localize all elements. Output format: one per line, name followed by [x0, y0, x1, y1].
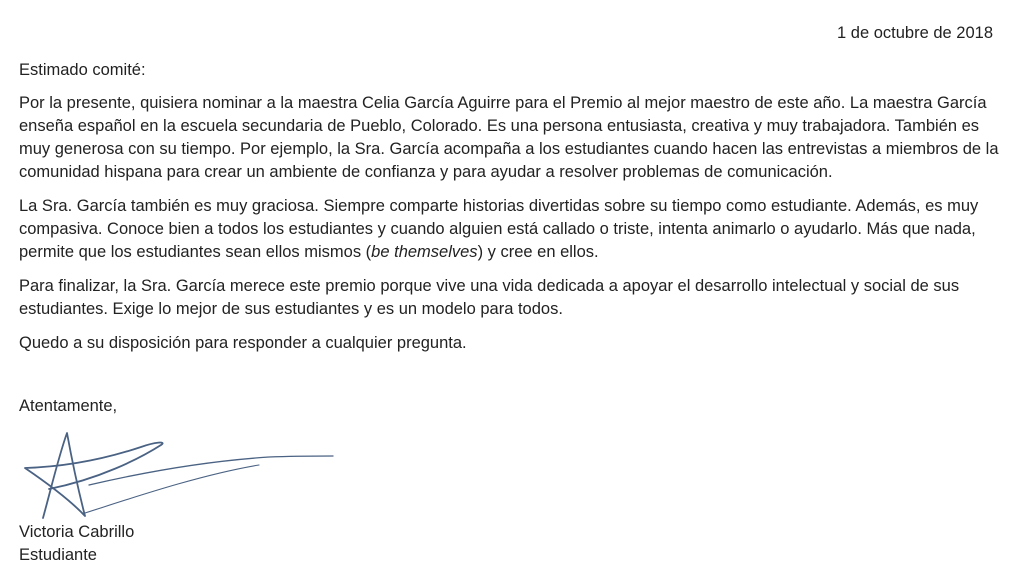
- letter-body: [19, 92, 999, 366]
- signer-block: [19, 521, 134, 567]
- paragraph-personality-text: La Sra. García también es muy graciosa. Siempre comparte historias divertidas sobre su tiempo como estudiante. Además, es muy compasiva. Conoce bien a todos los estudiantes y cuando alguien está callado o triste, intenta animarlo o ayudarlo. Más que nada, permite que los estudiantes sean ellos mismos (: [19, 197, 979, 261]
- salutation: Estimado comité:: [19, 61, 146, 79]
- signature-stroke-tail: [85, 465, 259, 513]
- paragraph-conclusion: Para finalizar, la Sra. García merece este premio porque vive una vida dedicada a apoyar el desarrollo intelectual y social de sus estudiantes. Exige lo mejor de sus estudiantes y es un modelo para todos.: [19, 277, 960, 318]
- paragraph-personality-end: ) y cree en ellos.: [477, 243, 599, 261]
- signature-stroke-swoosh: [89, 456, 333, 485]
- paragraph-availability: Quedo a su disposición para responder a cualquier pregunta.: [19, 334, 467, 352]
- italic-phrase: be themselves: [371, 243, 478, 261]
- handwritten-signature: [19, 425, 339, 525]
- signer-name: Victoria Cabrillo: [19, 523, 135, 541]
- paragraph-personality: [19, 195, 999, 264]
- signature-strokes: [25, 433, 333, 518]
- closing: Atentamente,: [19, 397, 118, 415]
- letter: [19, 0, 999, 582]
- letter-date: 1 de octubre de 2018: [837, 24, 993, 42]
- paragraph-nomination: Por la presente, quisiera nominar a la maestra Celia García Aguirre para el Premio al mejor maestro de este año. La maestra García enseña español en la escuela secundaria de Pueblo, Colorado. Es una persona entusiasta, creativa y muy trabajadora. También es muy generosa con su tiempo. Por ejemplo, la Sra. García acompaña a los estudiantes cuando hacen las entrevistas a miembros de la comunidad hispana para crear un ambiente de confianza y para ayudar a resolver problemas de comunicación.: [19, 94, 999, 181]
- signer-title: Estudiante: [19, 546, 97, 564]
- signature-stroke-star: [25, 433, 163, 518]
